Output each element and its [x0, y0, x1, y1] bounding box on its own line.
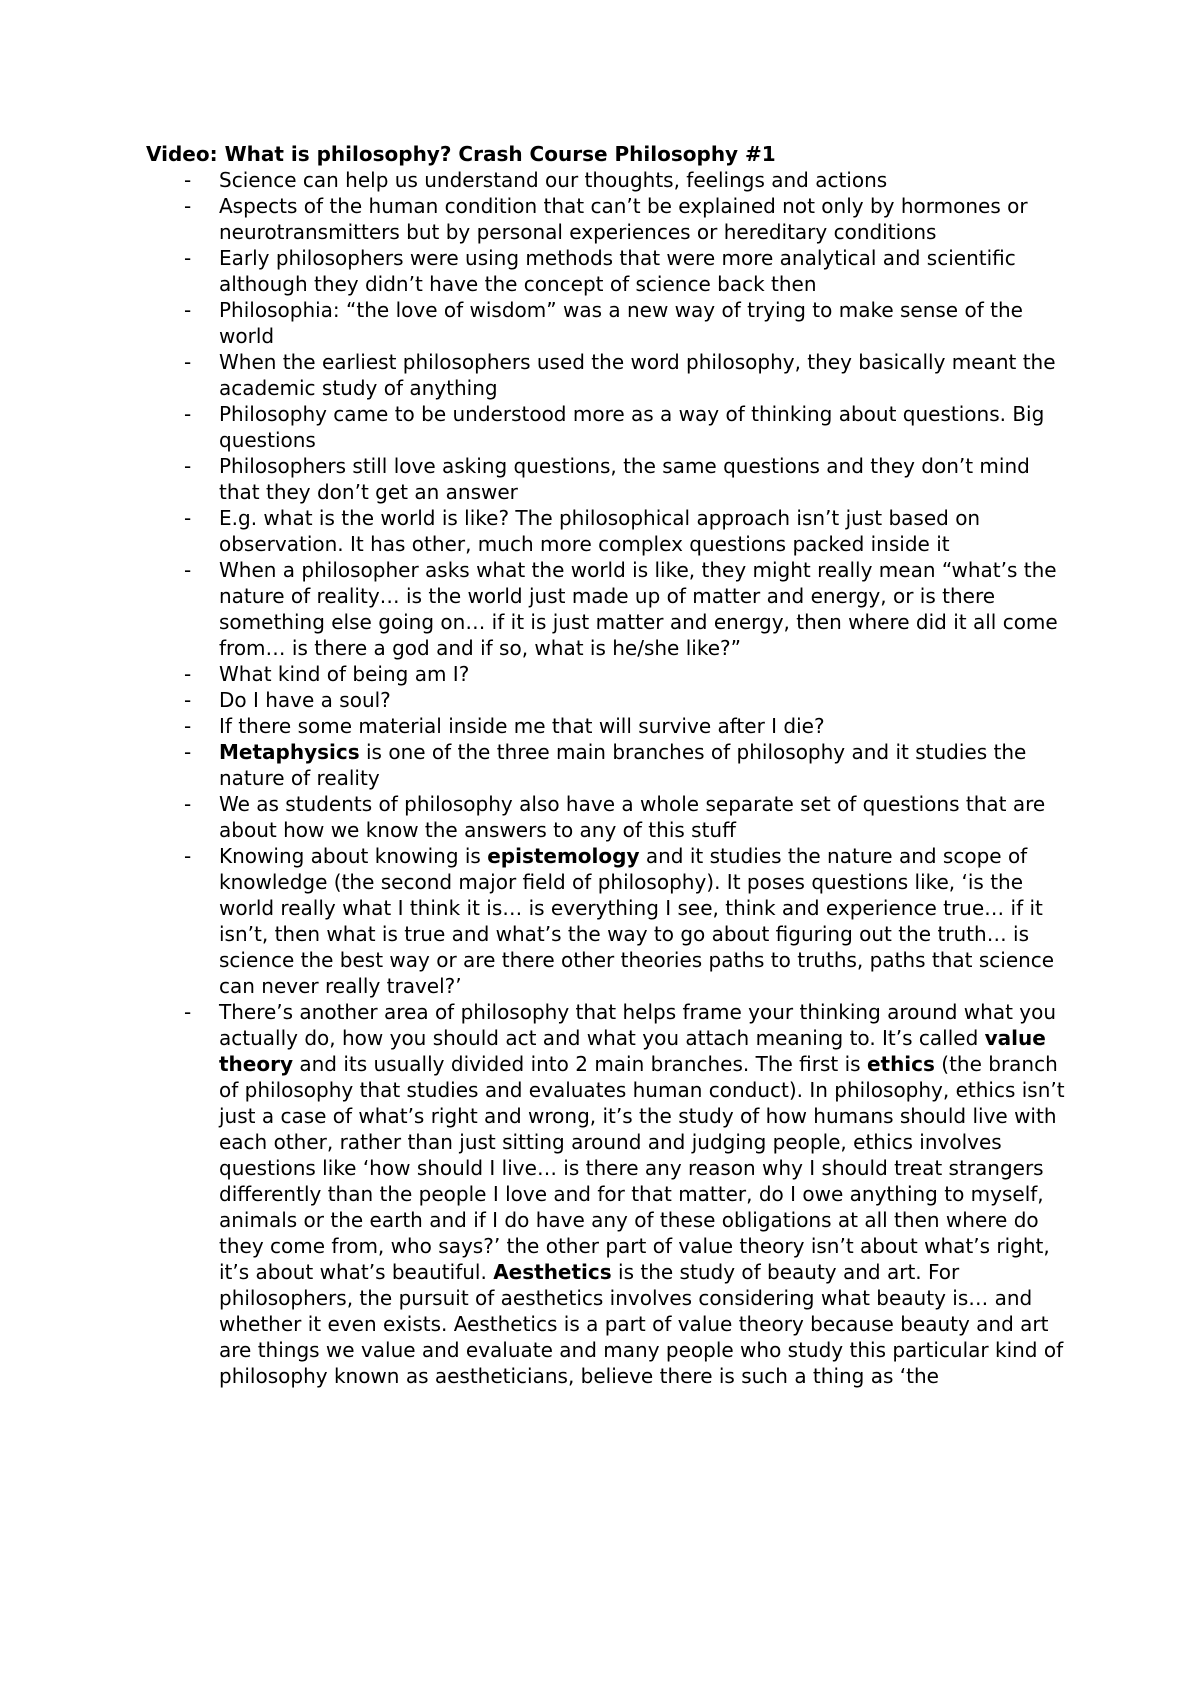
list-item-text [219, 558, 1058, 660]
list-item-text [219, 506, 980, 556]
list-item-text [219, 298, 1023, 348]
bullet-dash: - [184, 298, 192, 322]
text-segment: Early philosophers were using methods that were more analytical and scientific although they didn’t have the concept of science back then [219, 246, 1016, 296]
bullet-dash: - [184, 168, 192, 192]
text-segment: When the earliest philosophers used the word philosophy, they basically meant the academic study of anything [219, 350, 1056, 400]
bold-term: value theory [219, 1026, 1046, 1076]
document-page [146, 141, 1076, 1389]
list-item [146, 739, 1076, 791]
document-title: Video: What is philosophy? Crash Course Philosophy #1 [146, 142, 776, 166]
list-item [146, 401, 1076, 453]
bullet-dash: - [184, 662, 192, 686]
list-item-text [219, 688, 391, 712]
bullet-dash: - [184, 558, 192, 582]
text-segment: What kind of being am I? [219, 662, 470, 686]
list-item-text [219, 792, 1045, 842]
list-item [146, 843, 1076, 999]
bullet-dash: - [184, 714, 192, 738]
text-segment: (the branch of philosophy that studies and evaluates human conduct). In philosophy, ethics isn’t just a case of what’s right and wrong, it’s the study of how humans should live with each other, rather than just sitting around and judging people, ethics involves questions like ‘how should I live… is there any reason why I should treat strangers differently than the people I love and for that matter, do I owe anything to myself, animals or the earth and if I do have any of these obligations at all then where do they come from, who says?’ the other part of value theory isn’t about what’s right, it’s about what’s beautiful. [219, 1052, 1065, 1284]
text-segment: Philosophy came to be understood more as a way of thinking about questions. Big questions [219, 402, 1045, 452]
bullet-dash: - [184, 792, 192, 816]
text-segment: and its usually divided into 2 main branches. The first is [293, 1052, 867, 1076]
list-item [146, 245, 1076, 297]
list-item [146, 453, 1076, 505]
list-item-text [219, 350, 1056, 400]
text-segment: Science can help us understand our thoughts, feelings and actions [219, 168, 888, 192]
text-segment: If there some material inside me that will survive after I die? [219, 714, 825, 738]
list-item [146, 557, 1076, 661]
list-item-text [219, 168, 887, 192]
bullet-dash: - [184, 402, 192, 426]
list-item [146, 713, 1076, 739]
list-item-text [219, 246, 1016, 296]
bold-term: Metaphysics [219, 740, 360, 764]
text-segment: There’s another area of philosophy that helps frame your thinking around what you actually do, how you should act and what you attach meaning to. It’s called [219, 1000, 1057, 1050]
text-segment: is one of the three main branches of philosophy and it studies the nature of reality [219, 740, 1027, 790]
bullet-dash: - [184, 350, 192, 374]
bold-term: epistemology [487, 844, 640, 868]
bullet-dash: - [184, 506, 192, 530]
list-item [146, 167, 1076, 193]
bullet-dash: - [184, 740, 192, 764]
list-item [146, 193, 1076, 245]
list-item-text [219, 1000, 1065, 1388]
bold-term: ethics [866, 1052, 935, 1076]
text-segment: is the study of beauty and art. For philosophers, the pursuit of aesthetics involves considering what beauty is… and whether it even exists. Aesthetics is a part of value theory because beauty and art are things we value and evaluate and many people who study this particular kind of philosophy known as aestheticians, believe there is such a thing as ‘the [219, 1260, 1064, 1388]
list-item-text [219, 844, 1054, 998]
list-item [146, 661, 1076, 687]
list-item [146, 349, 1076, 401]
bullet-dash: - [184, 246, 192, 270]
bold-term: Aesthetics [493, 1260, 612, 1284]
bullet-dash: - [184, 688, 192, 712]
bullet-dash: - [184, 844, 192, 868]
bullet-dash: - [184, 454, 192, 478]
list-item-text [219, 454, 1030, 504]
list-item-text [219, 402, 1044, 452]
list-item-text [219, 714, 825, 738]
text-segment: We as students of philosophy also have a whole separate set of questions that are about how we know the answers to any of this stuff [219, 792, 1046, 842]
text-segment: Philosophers still love asking questions, the same questions and they don’t mind that they don’t get an answer [219, 454, 1030, 504]
text-segment: Do I have a soul? [219, 688, 391, 712]
list-item-text [219, 194, 1028, 244]
list-item-text [219, 740, 1026, 790]
bullet-dash: - [184, 194, 192, 218]
text-segment: Knowing about knowing is [219, 844, 488, 868]
text-segment: When a philosopher asks what the world is like, they might really mean “what’s the nature of reality… is the world just made up of matter and energy, or is there something else going on… if it is just matter and energy, then where did it all come from… is there a god and if so, what is he/she like?” [219, 558, 1058, 660]
list-item [146, 297, 1076, 349]
text-segment: and it studies the nature and scope of knowledge (the second major field of philosophy). It poses questions like, ‘is the world really what I think it is… is everything I see, think and experience true… if it isn’t, then what is true and what’s the way to go about figuring out the truth… is science the best way or are there other theories paths to truths, paths that science can never really travel?’ [219, 844, 1055, 998]
bullet-dash: - [184, 1000, 192, 1024]
list-item [146, 791, 1076, 843]
notes-list [146, 167, 1076, 1389]
text-segment: Aspects of the human condition that can’t be explained not only by hormones or neurotransmitters but by personal experiences or hereditary conditions [219, 194, 1028, 244]
list-item [146, 687, 1076, 713]
text-segment: E.g. what is the world is like? The philosophical approach isn’t just based on observation. It has other, much more complex questions packed inside it [219, 506, 981, 556]
list-item-text [219, 662, 469, 686]
text-segment: Philosophia: “the love of wisdom” was a new way of trying to make sense of the world [219, 298, 1023, 348]
list-item [146, 999, 1076, 1389]
list-item [146, 505, 1076, 557]
